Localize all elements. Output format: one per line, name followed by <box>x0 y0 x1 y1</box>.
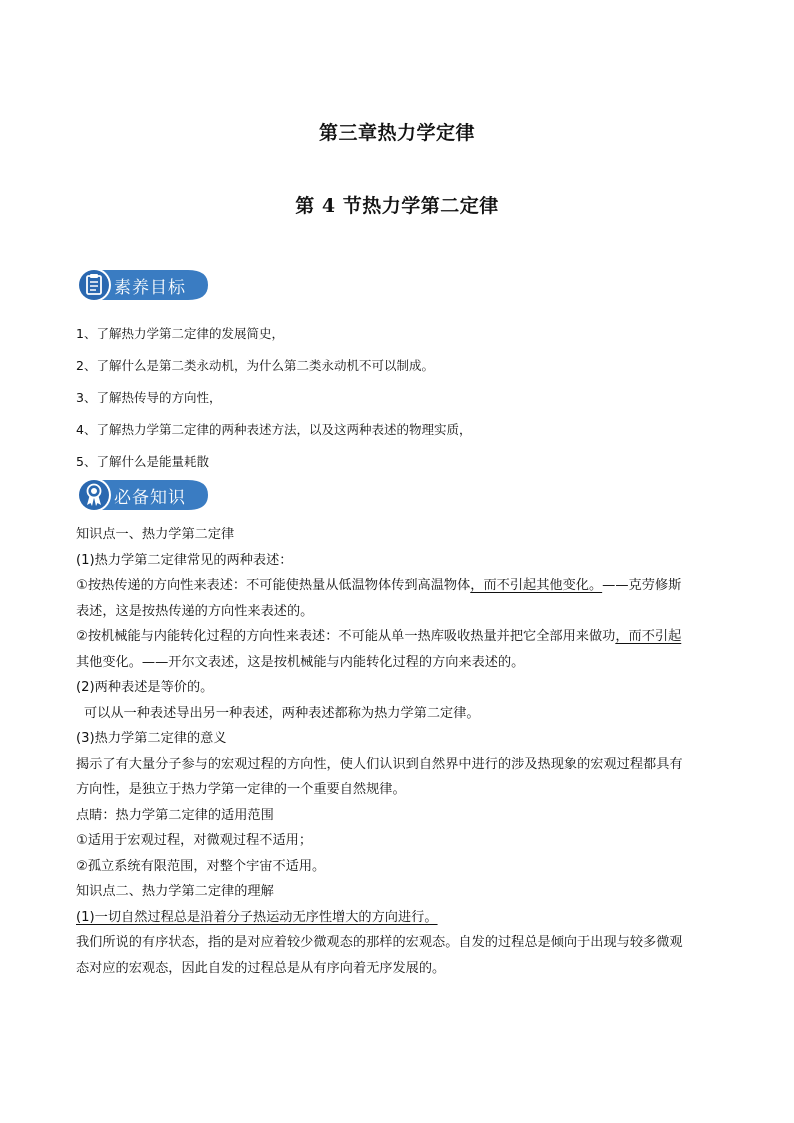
knowledge-banner-label: 必备知识 <box>114 488 186 508</box>
statement-text: ①按热传递的方向性来表述：不可能使热量从低温物体传到高温物体 <box>76 578 471 593</box>
underlined-text: ，而不引起 <box>615 629 682 644</box>
tip-item: ②孤立系统有限范围，对整个宇宙不适用。 <box>76 858 326 874</box>
statement-text: ②按机械能与内能转化过程的方向性来表述：不可能从单一热库吸收热量并把它全部用来做功 <box>76 629 616 644</box>
tip-title: 点睛：热力学第二定律的适用范围 <box>76 807 274 823</box>
paragraph-line: 方向性，是独立于热力学第一定律的一个重要自然规律。 <box>76 782 406 797</box>
underlined-text: ，而不引起其他变化。 <box>470 578 603 593</box>
paragraph-line <box>76 573 724 599</box>
subheading: (1)热力学第二定律常见的两种表述： <box>76 552 293 568</box>
section-title: 第 4 节热力学第二定律 <box>295 195 499 217</box>
underlined-text: (1)一切自然过程总是沿着分子热运动无序性增大的方向进行。 <box>76 909 438 925</box>
goal-item: 1、了解热力学第二定律的发展简史， <box>76 326 284 341</box>
attribution-text: ——克劳修斯 <box>602 578 682 593</box>
paragraph-line: 揭示了有大量分子参与的宏观过程的方向性，使人们认识到自然界中进行的涉及热现象的宏观过程都具有 <box>76 756 683 772</box>
goals-banner <box>76 267 210 303</box>
paragraph-line: 可以从一种表述导出另一种表述，两种表述都称为热力学第二定律。 <box>84 705 480 721</box>
paragraph-line <box>76 624 724 650</box>
goal-item: 5、了解什么是能量耗散 <box>76 454 209 469</box>
knowledge-body <box>76 522 724 981</box>
subheading <box>76 905 724 931</box>
chapter-title: 第三章热力学定律 <box>318 122 475 144</box>
paragraph-line: 我们所说的有序状态，指的是对应着较少微观态的那样的宏观态。自发的过程总是倾向于出现与较多微观 <box>76 935 683 950</box>
paragraph-line: 其他变化。——开尔文表述，这是按机械能与内能转化过程的方向来表述的。 <box>76 654 525 670</box>
paragraph-line: 表述，这是按热传递的方向性来表述的。 <box>76 603 314 619</box>
subheading: (3)热力学第二定律的意义 <box>76 731 227 746</box>
knowledge-banner <box>76 477 210 513</box>
goals-banner-label: 素养目标 <box>114 278 186 298</box>
goal-item: 4、了解热力学第二定律的两种表述方法，以及这两种表述的物理实质， <box>76 422 472 437</box>
goal-item: 3、了解热传导的方向性， <box>76 390 222 405</box>
knowledge-point-1-title: 知识点一、热力学第二定律 <box>76 527 235 542</box>
knowledge-point-2-title: 知识点二、热力学第二定律的理解 <box>76 884 274 899</box>
goal-item: 2、了解什么是第二类永动机，为什么第二类永动机不可以制成。 <box>76 358 434 373</box>
paragraph-line: 态对应的宏观态，因此自发的过程总是从有序向着无序发展的。 <box>76 960 446 976</box>
tip-item: ①适用于宏观过程，对微观过程不适用； <box>76 833 313 848</box>
subheading: (2)两种表述是等价的。 <box>76 680 214 695</box>
